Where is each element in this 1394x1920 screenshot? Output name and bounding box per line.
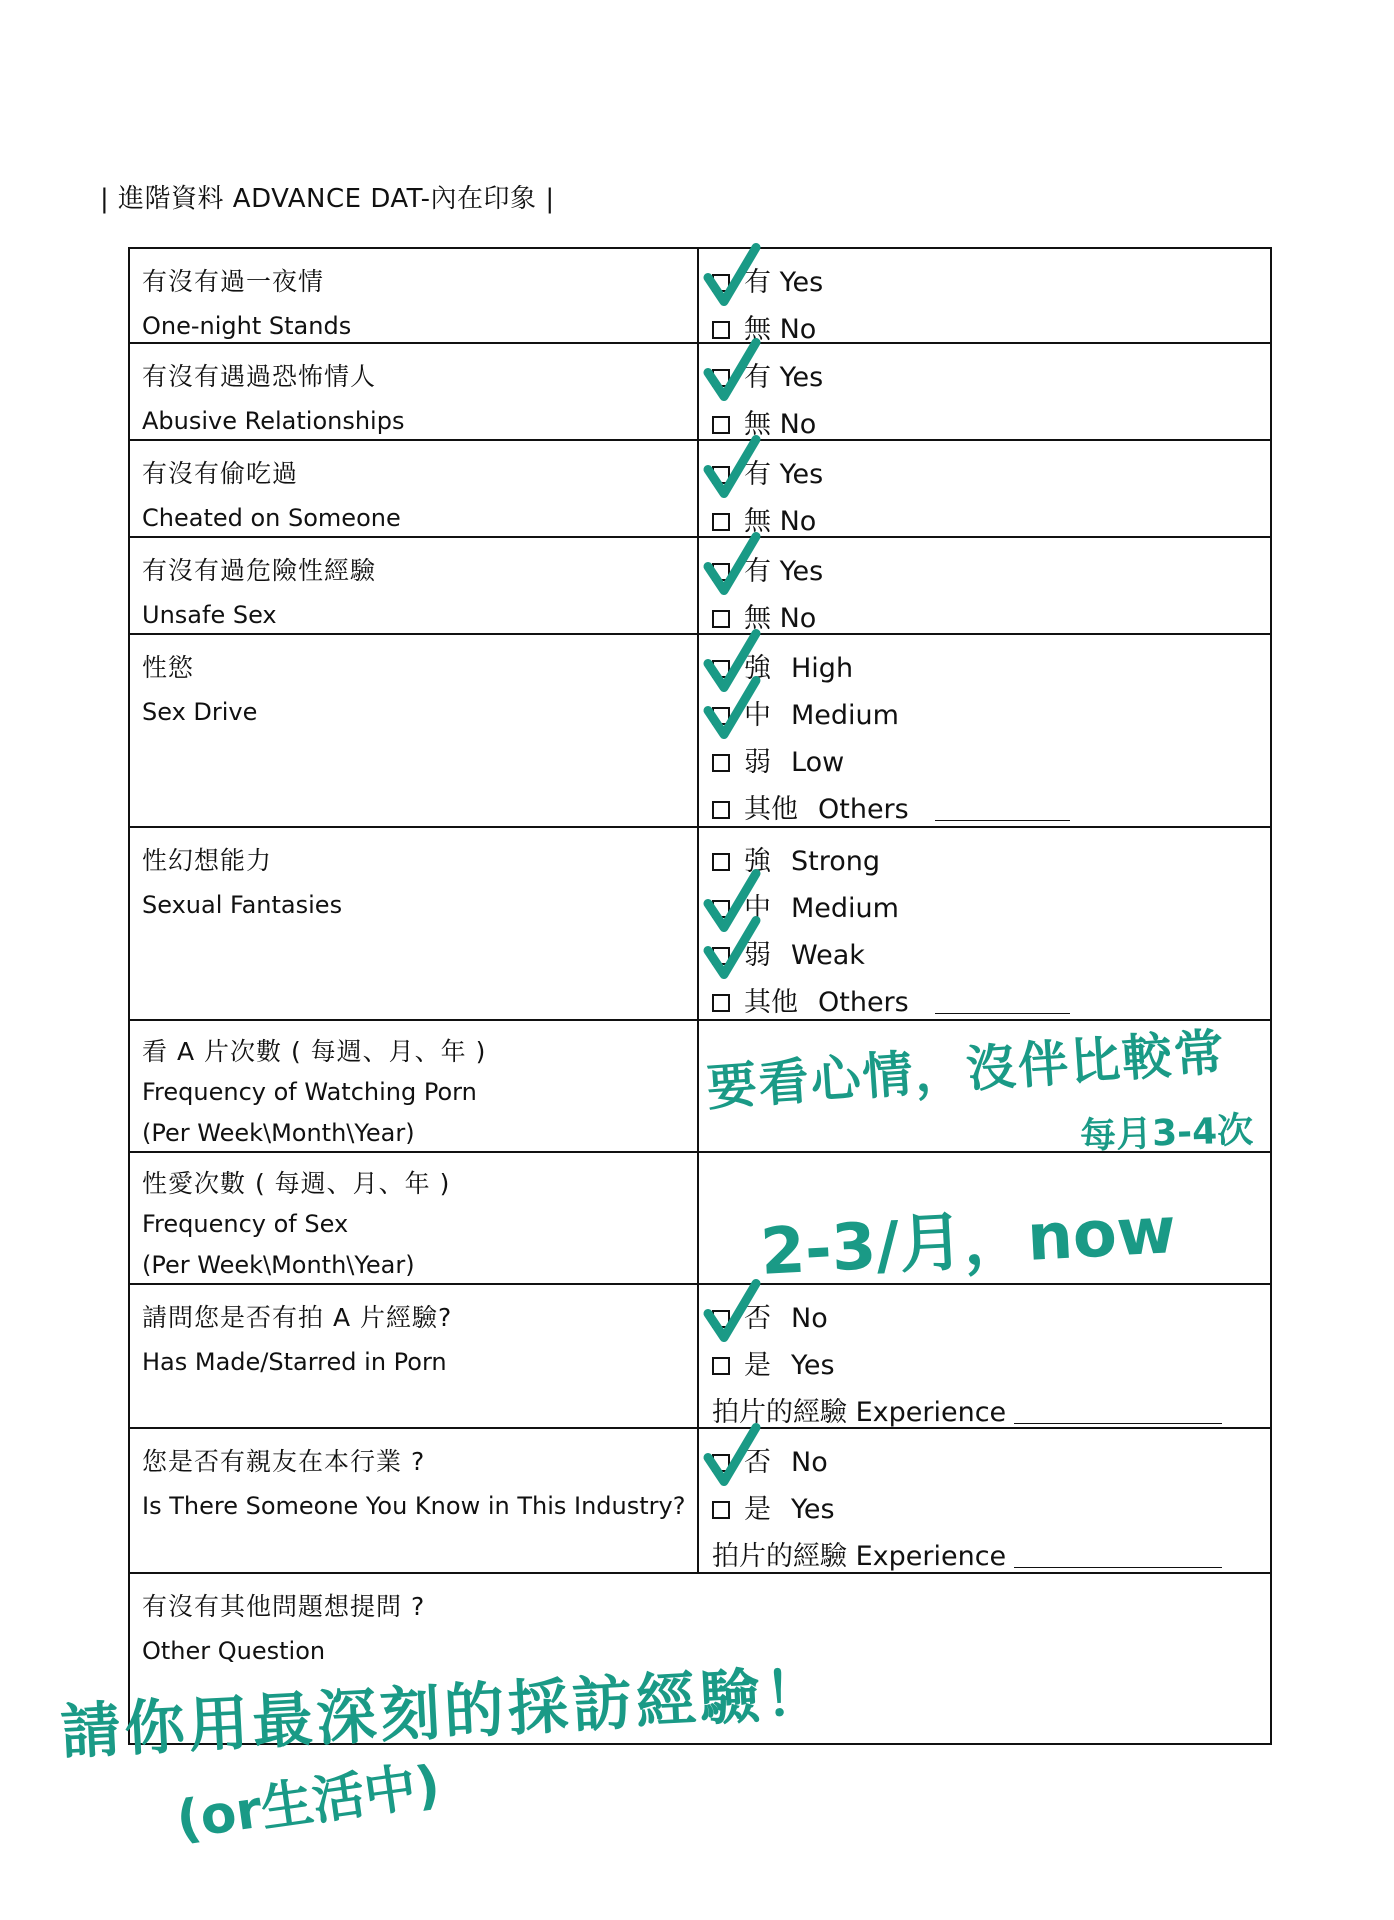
option-yes[interactable]: 有 Yes [712, 259, 823, 306]
checkbox[interactable] [712, 754, 730, 772]
option-no[interactable]: 無 No [712, 306, 823, 353]
experience-field[interactable]: 拍片的經驗 Experience [712, 1533, 1222, 1580]
option-no[interactable]: 無 No [712, 401, 823, 448]
question-en: Other Question [142, 1637, 326, 1665]
option-no[interactable]: 否 No [712, 1295, 1222, 1342]
question-en: Unsafe Sex [142, 601, 277, 629]
option-yes[interactable]: 有 Yes [712, 548, 823, 595]
question-zh: 有沒有過危險性經驗 [142, 556, 377, 585]
handwriting-question-line1: 請你用最深刻的採訪經驗！ [58, 1657, 830, 1769]
row-cheated [128, 441, 1272, 538]
checkbox[interactable] [712, 369, 730, 387]
option-strong[interactable]: 強 Strong [712, 838, 1070, 885]
question-en: Frequency of Sex [142, 1210, 349, 1238]
checkbox[interactable] [712, 707, 730, 725]
row-sex-drive [128, 635, 1272, 828]
question-zh: 有沒有其他問題想提問 ? [142, 1592, 426, 1621]
question-en: Sex Drive [142, 698, 258, 726]
question-zh: 有沒有遇過恐怖情人 [142, 362, 377, 391]
others-blank-field[interactable] [935, 991, 1070, 1014]
question-en: Frequency of Watching Porn [142, 1078, 477, 1106]
question-en: Is There Someone You Know in This Industry? [142, 1492, 686, 1520]
checkbox[interactable] [712, 900, 730, 918]
row-sexual-fantasies [128, 828, 1272, 1021]
question-en: One-night Stands [142, 312, 352, 340]
checkbox[interactable] [712, 1310, 730, 1328]
question-en: Abusive Relationships [142, 407, 405, 435]
questionnaire-table [128, 247, 1272, 1745]
checkbox[interactable] [712, 513, 730, 531]
checkbox[interactable] [712, 994, 730, 1012]
question-en: Cheated on Someone [142, 504, 401, 532]
option-no[interactable]: 無 No [712, 498, 823, 545]
checkbox[interactable] [712, 466, 730, 484]
option-yes[interactable]: 是 Yes [712, 1486, 1222, 1533]
row-one-night-stands [128, 247, 1272, 344]
question-en: Sexual Fantasies [142, 891, 343, 919]
checkbox[interactable] [712, 321, 730, 339]
checkbox[interactable] [712, 416, 730, 434]
checkbox[interactable] [712, 1357, 730, 1375]
option-no[interactable]: 無 No [712, 595, 823, 642]
checkbox[interactable] [712, 1501, 730, 1519]
question-en-unit: (Per Week\Month\Year) [142, 1119, 415, 1147]
checkbox[interactable] [712, 563, 730, 581]
option-weak[interactable]: 弱 Weak [712, 932, 1070, 979]
question-zh: 有沒有偷吃過 [142, 459, 299, 488]
checkbox[interactable] [712, 947, 730, 965]
handwriting-sex-frequency: 2-3/月，now [758, 1194, 1178, 1290]
option-others[interactable]: 其他 Others [712, 786, 1070, 833]
question-zh: 您是否有親友在本行業 ? [142, 1447, 426, 1476]
page-title: | 進階資料 ADVANCE DAT-內在印象 | [100, 184, 555, 214]
question-zh: 性幻想能力 [142, 846, 273, 875]
question-zh: 請問您是否有拍 A 片經驗? [142, 1303, 453, 1332]
others-blank-field[interactable] [935, 798, 1070, 821]
handwriting-porn-line1: 要看心情，沒伴比較常 [704, 1022, 1228, 1118]
question-zh: 性慾 [142, 653, 195, 682]
row-abusive-relationships [128, 344, 1272, 441]
checkbox[interactable] [712, 1454, 730, 1472]
option-no[interactable]: 否 No [712, 1439, 1222, 1486]
option-yes[interactable]: 有 Yes [712, 451, 823, 498]
options [712, 259, 823, 353]
checkbox[interactable] [712, 801, 730, 819]
handwriting-porn-line2: 每月3-4次 [1079, 1109, 1254, 1158]
question-zh: 性愛次數 ( 每週、月、年 ) [142, 1169, 451, 1198]
checkbox[interactable] [712, 853, 730, 871]
row-know-someone [128, 1429, 1272, 1574]
row-made-porn [128, 1285, 1272, 1429]
question-zh: 有沒有過一夜情 [142, 267, 325, 296]
checkbox[interactable] [712, 274, 730, 292]
checkbox[interactable] [712, 660, 730, 678]
handwriting-question-line2: (or生活中) [172, 1754, 444, 1852]
experience-field[interactable]: 拍片的經驗 Experience [712, 1389, 1222, 1436]
option-low[interactable]: 弱 Low [712, 739, 1070, 786]
option-yes[interactable]: 是 Yes [712, 1342, 1222, 1389]
option-medium[interactable]: 中 Medium [712, 885, 1070, 932]
option-high[interactable]: 強 High [712, 645, 1070, 692]
question-zh: 看 A 片次數 ( 每週、月、年 ) [142, 1037, 487, 1066]
question-en-unit: (Per Week\Month\Year) [142, 1251, 415, 1279]
row-unsafe-sex [128, 538, 1272, 635]
option-others[interactable]: 其他 Others [712, 979, 1070, 1026]
option-yes[interactable]: 有 Yes [712, 354, 823, 401]
option-medium[interactable]: 中 Medium [712, 692, 1070, 739]
question-en: Has Made/Starred in Porn [142, 1348, 447, 1376]
checkbox[interactable] [712, 610, 730, 628]
